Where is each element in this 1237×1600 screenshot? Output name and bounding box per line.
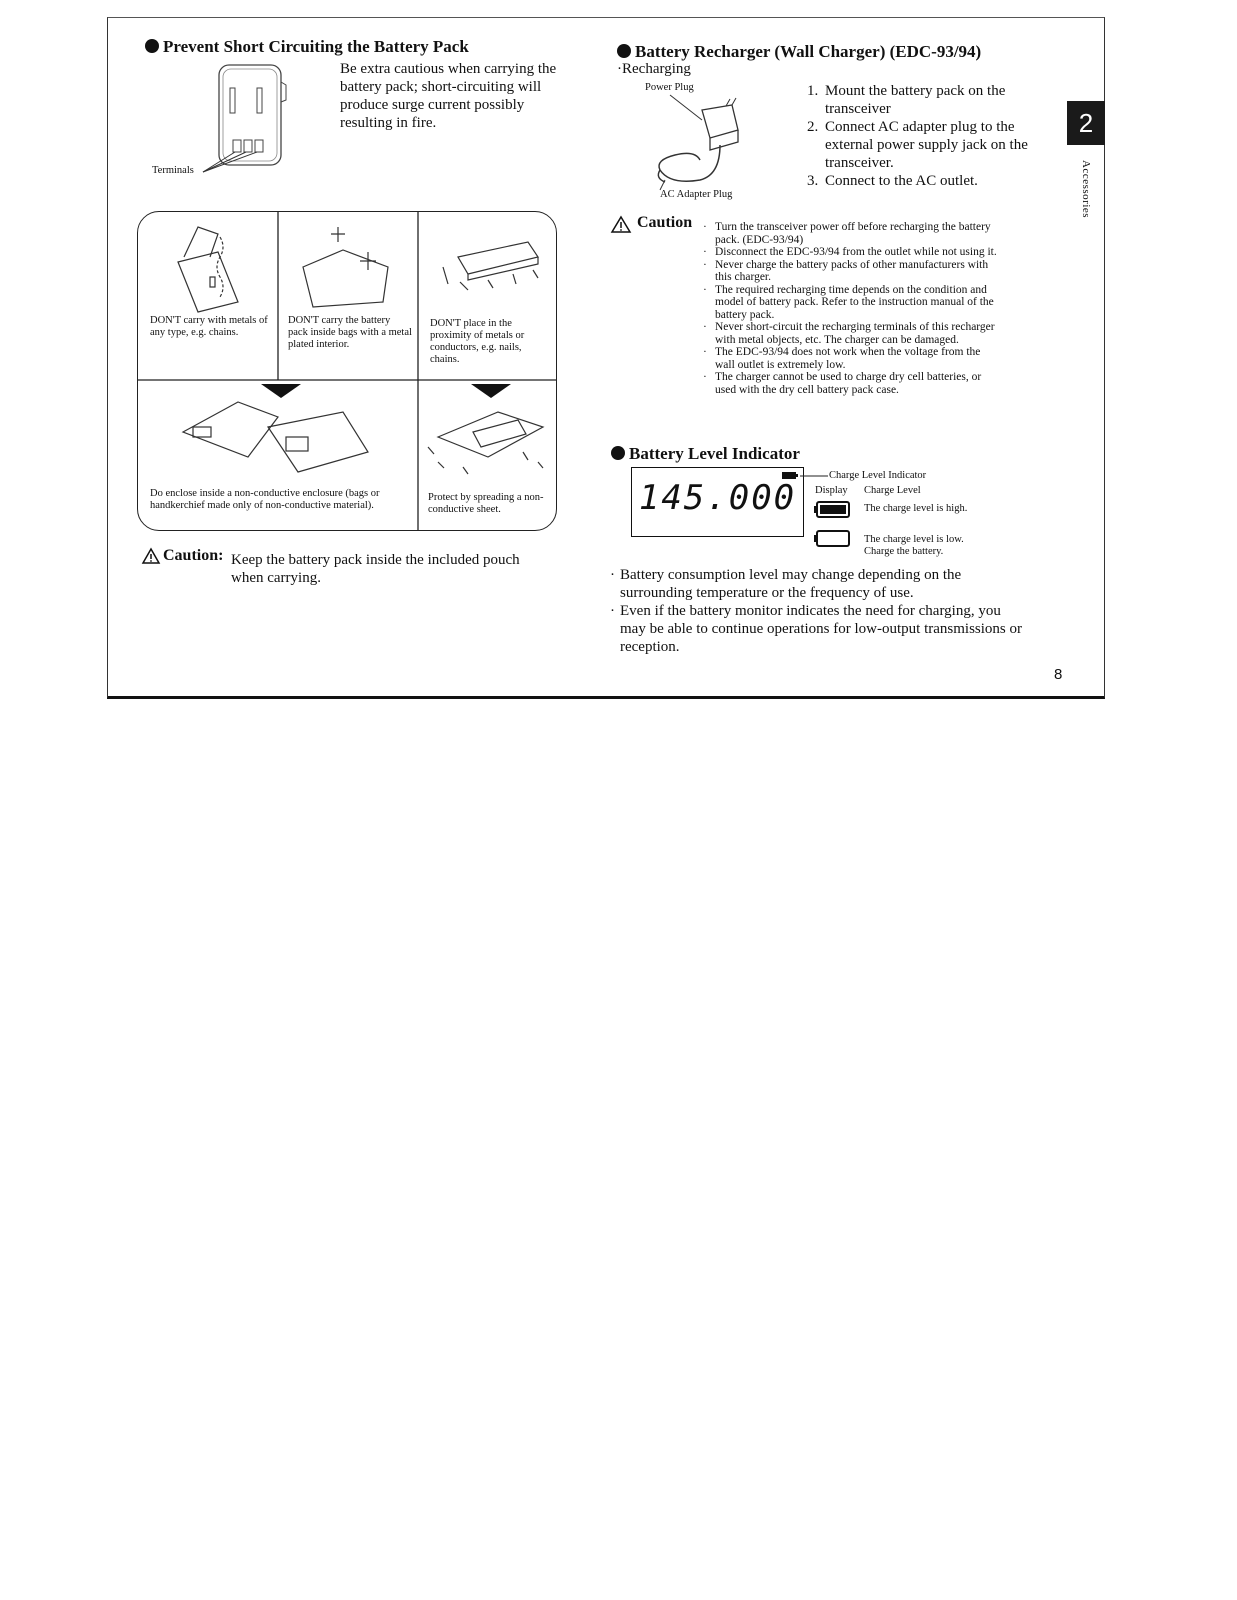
display-header: Display	[815, 485, 848, 496]
battery-notes	[610, 566, 1030, 656]
right-caution-label: Caution	[637, 214, 693, 231]
wall-charger-illustration	[640, 90, 750, 190]
note-item: · Even if the battery monitor indicates the need for charging, you may be able to continue operations for low-output transmissions or reception.	[610, 602, 1030, 656]
terminals-label: Terminals	[152, 165, 194, 176]
page-number: 8	[1054, 666, 1063, 683]
section-title-short-circuit: Prevent Short Circuiting the Battery Pack	[145, 37, 469, 57]
do-dont-panel	[137, 211, 557, 531]
recharging-steps	[807, 82, 1037, 190]
chapter-tab-label: Accessories	[1080, 160, 1092, 219]
bullet-dot	[611, 446, 625, 460]
panel-cell-4-text: Do enclose inside a non-conductive enclosure (bags or handkerchief made only of non-conductive material).	[150, 488, 380, 511]
warning-triangle-icon	[611, 216, 631, 233]
panel-cell-5-text: Protect by spreading a non-conductive sheet.	[428, 492, 544, 515]
caution-item: · The charger cannot be used to charge dry cell batteries, or used with the dry cell battery pack case.	[703, 371, 1003, 396]
leader-line	[800, 474, 830, 478]
panel-cell-3-text: DON'T place in the proximity of metals or conductors, e.g. nails, chains.	[430, 318, 525, 365]
panel-cell-2-text: DON'T carry the battery pack inside bags with a metal plated interior.	[288, 315, 412, 350]
caution-item: · Turn the transceiver power off before recharging the battery pack. (EDC-93/94)	[703, 221, 1003, 246]
bullet-dot	[617, 44, 631, 58]
recharging-step: 1. Mount the battery pack on the transceiver	[807, 83, 1006, 117]
recharging-step: 3. Connect to the AC outlet.	[807, 173, 978, 189]
left-caution-label: Caution:	[163, 547, 224, 564]
charge-level-indicator-label: Charge Level Indicator	[829, 470, 927, 481]
charge-level-header: Charge Level	[864, 485, 921, 496]
recharging-step: 2. Connect AC adapter plug to the external power supply jack on the transceiver.	[807, 119, 1028, 171]
caution-item: · The required recharging time depends on the condition and model of battery pack. Refer to the instruction manual of the battery pack.	[703, 284, 1003, 322]
short-circuit-intro: Be extra cautious when carrying the battery pack; short-circuiting will produce surge current possibly resulting in fire.	[340, 61, 557, 131]
section-title-battery-level: Battery Level Indicator	[611, 444, 800, 464]
caution-item: · The EDC-93/94 does not work when the voltage from the wall outlet is extremely low.	[703, 346, 1003, 371]
panel-cell-1-text: DON'T carry with metals of any type, e.g. chains.	[150, 315, 268, 338]
battery-empty-icon	[813, 529, 853, 549]
level-low-text: The charge level is low. Charge the battery.	[864, 534, 964, 557]
note-item: · Battery consumption level may change depending on the surrounding temperature or the frequency of use.	[610, 566, 1030, 602]
level-high-text: The charge level is high.	[864, 503, 968, 514]
battery-full-icon	[813, 500, 853, 520]
power-plug-label: Power Plug	[645, 82, 694, 93]
recharging-subtitle: ·Recharging	[617, 61, 691, 77]
warning-triangle-icon	[142, 548, 160, 564]
caution-item: · Never short-circuit the recharging terminals of this recharger with metal objects, etc. The charger can be damaged.	[703, 321, 1003, 346]
caution-item: · Disconnect the EDC-93/94 from the outlet while not using it.	[703, 246, 1003, 259]
charger-caution-list	[703, 221, 1003, 396]
lcd-frequency: 145.000	[638, 478, 797, 518]
battery-terminals-illustration	[145, 60, 295, 180]
chapter-tab: 2	[1067, 101, 1105, 145]
left-caution-text: Keep the battery pack inside the included pouch when carrying.	[231, 552, 520, 586]
ac-adapter-label: AC Adapter Plug	[660, 189, 733, 200]
section-title-recharger: Battery Recharger (Wall Charger) (EDC-93/94)	[617, 42, 981, 62]
bullet-dot	[145, 39, 159, 53]
lcd-display	[631, 467, 804, 537]
caution-item: · Never charge the battery packs of other manufacturers with this charger.	[703, 259, 1003, 284]
